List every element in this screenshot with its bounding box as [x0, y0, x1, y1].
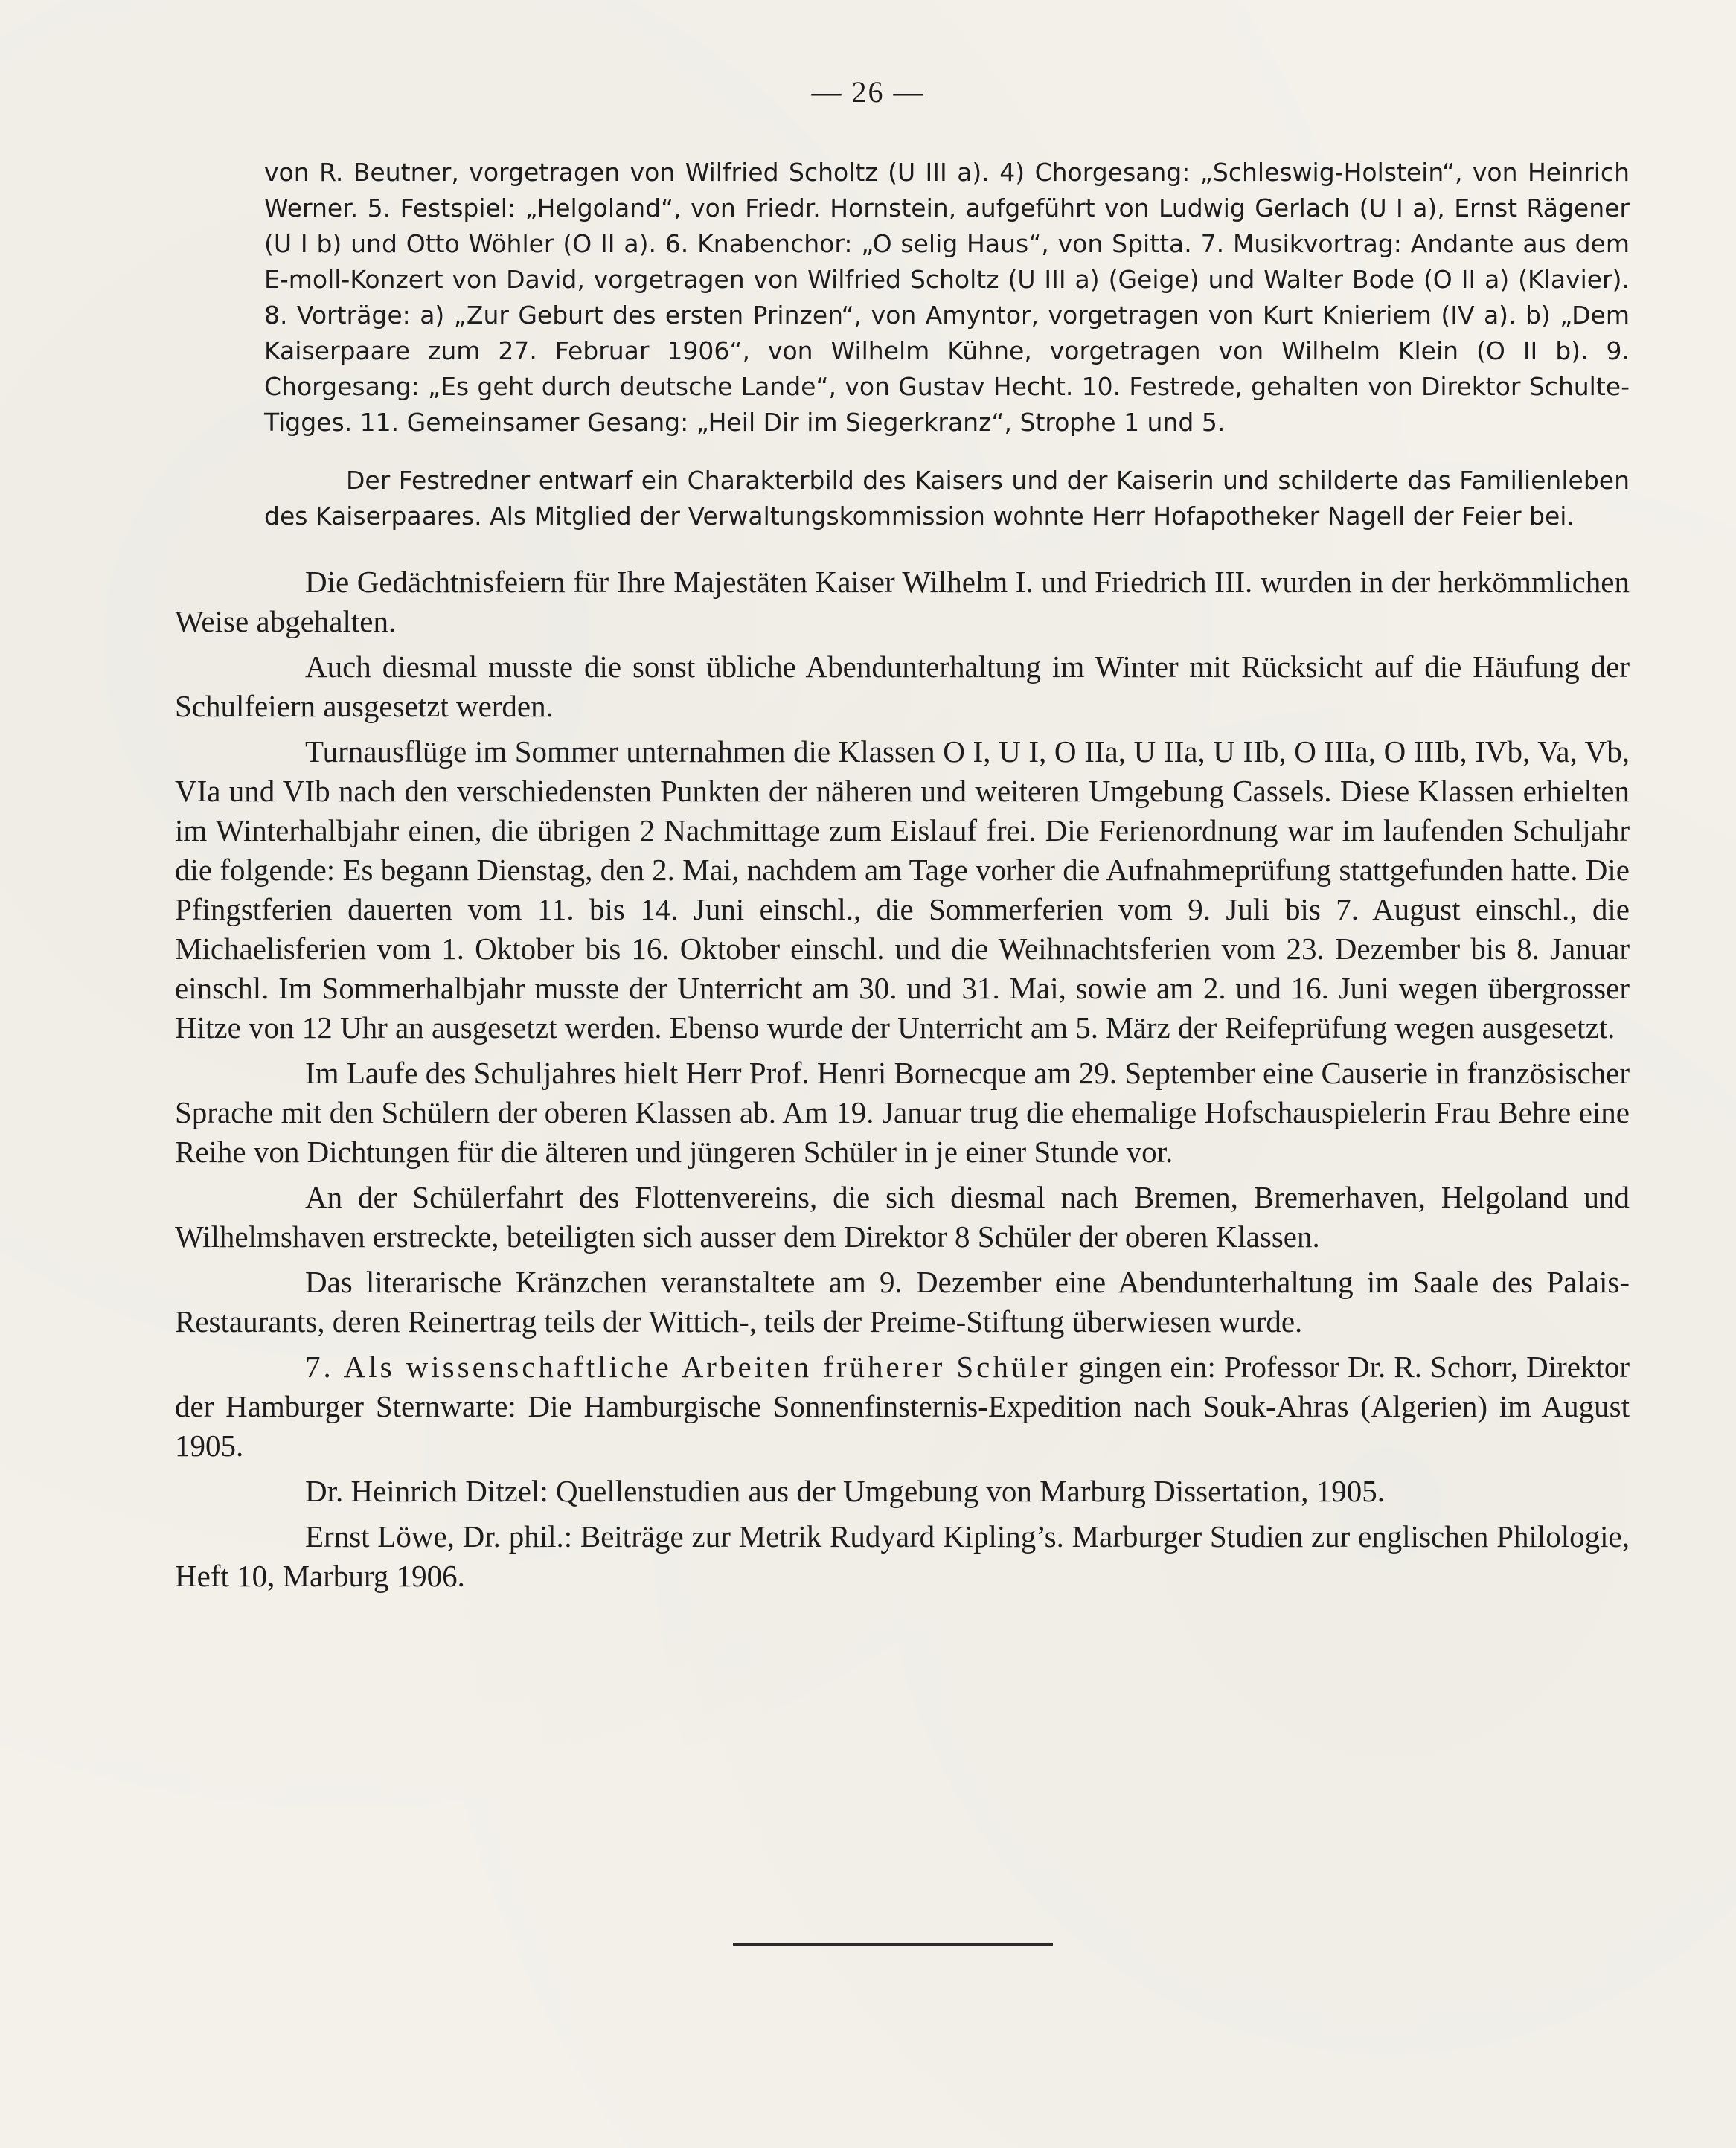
festrede-note	[264, 463, 1630, 534]
paragraph-evening-entertainment: Auch diesmal musste die sonst übliche Abendunterhaltung im Winter mit Rücksicht auf die Häufung der Schulfeiern ausgesetzt werden.	[175, 650, 1630, 723]
scientific-works-heading: 7. Als wissenschaftliche Arbeiten früherer Schüler	[305, 1350, 1071, 1384]
paragraph-fleet-trip: An der Schülerfahrt des Flottenvereins, die sich diesmal nach Bremen, Bremerhaven, Helgoland und Wilhelmshaven erstreckte, beteiligten sich ausser dem Direktor 8 Schüler der oberen Klassen.	[175, 1180, 1630, 1254]
main-body-text	[175, 562, 1630, 1602]
end-rule	[733, 1943, 1053, 1946]
paragraph-loewe: Ernst Löwe, Dr. phil.: Beiträge zur Metrik Rudyard Kipling’s. Marburger Studien zur englischen Philologie, Heft 10, Marburg 1906.	[175, 1519, 1630, 1593]
paragraph-excursions-holidays: Turnausflüge im Sommer unternahmen die Klassen O I, U I, O IIa, U IIa, U IIb, O IIIa, O IIIb, IVb, Va, Vb, VIa und VIb nach den verschiedensten Punkten der näheren und weiteren Umgebung Cassels. Diese Klassen erhielten im Winterhalbjahr einen, die übrigen 2 Nachmittage zum Eislauf frei. Die Ferienordnung war im laufenden Schuljahr die folgende: Es begann Dienstag, den 2. Mai, nachdem am Tage vorher die Aufnahmeprüfung stattgefunden hatte. Die Pfingstferien dauerten vom 11. bis 14. Juni einschl., die Sommerferien vom 9. Juli bis 7. August einschl., die Michaelisferien vom 1. Oktober bis 16. Oktober einschl. und die Weihnachtsferien vom 23. Dezember bis 8. Januar einschl. Im Sommerhalbjahr musste der Unterricht am 30. und 31. Mai, sowie am 2. und 16. Juni wegen übergrosser Hitze von 12 Uhr an ausgesetzt werden. Ebenso wurde der Unterricht am 5. März der Reifeprüfung wegen ausgesetzt.	[175, 734, 1630, 1045]
paragraph-ditzel: Dr. Heinrich Ditzel: Quellenstudien aus der Umgebung von Marburg Dissertation, 1905.	[305, 1474, 1386, 1508]
paragraph-memorial-celebrations: Die Gedächtnisfeiern für Ihre Majestäten Kaiser Wilhelm I. und Friedrich III. wurden in der herkömmlichen Weise abgehalten.	[175, 565, 1630, 638]
scientific-works-text: gingen ein: Professor Dr. R. Schorr, Direktor der Hamburger Sternwarte: Die Hamburgische Sonnenfinsternis-Expedition nach Souk-Ahras (Algerien) im August 1905.	[175, 1350, 1630, 1463]
program-paragraph: von R. Beutner, vorgetragen von Wilfried Scholtz (U III a). 4) Chorgesang: „Schleswig-Holstein“, von Heinrich Werner. 5. Festspiel: „Helgoland“, von Friedr. Hornstein, aufgeführt von Ludwig Gerlach (U I a), Ernst Rägener (U I b) und Otto Wöhler (O II a). 6. Knabenchor: „O selig Haus“, von Spitta. 7. Musikvortrag: Andante aus dem E-moll-Konzert von David, vorgetragen von Wilfried Scholtz (U III a) (Geige) und Walter Bode (O II a) (Klavier). 8. Vorträge: a) „Zur Geburt des ersten Prinzen“, von Amyntor, vorgetragen von Kurt Knieriem (IV a). b) „Dem Kaiserpaare zum 27. Februar 1906“, von Wilhelm Kühne, vorgetragen von Wilhelm Klein (O II b). 9. Chorgesang: „Es geht durch deutsche Lande“, von Gustav Hecht. 10. Festrede, gehalten von Direktor Schulte-Tigges. 11. Gemeinsamer Gesang: „Heil Dir im Siegerkranz“, Strophe 1 und 5.	[264, 158, 1630, 437]
paragraph-scientific-works	[175, 1347, 1630, 1466]
paragraph-causerie: Im Laufe des Schuljahres hielt Herr Prof. Henri Bornecque am 29. September eine Causerie in französischer Sprache mit den Schülern der oberen Klassen ab. Am 19. Januar trug die ehemalige Hofschauspielerin Frau Behre eine Reihe von Dichtungen für die älteren und jüngeren Schüler in je einer Stunde vor.	[175, 1056, 1630, 1169]
festival-program-text	[264, 155, 1630, 440]
page-number: — 26 —	[811, 75, 925, 109]
paragraph-literary-circle: Das literarische Kränzchen veranstaltete am 9. Dezember eine Abendunterhaltung im Saale des Palais-Restaurants, deren Reinertrag teils der Wittich-, teils der Preime-Stiftung überwiesen wurde.	[175, 1265, 1630, 1339]
festrede-paragraph: Der Festredner entwarf ein Charakterbild des Kaisers und der Kaiserin und schilderte das Familienleben des Kaiserpaares. Als Mitglied der Verwaltungskommission wohnte Herr Hofapotheker Nagell der Feier bei.	[264, 466, 1630, 530]
